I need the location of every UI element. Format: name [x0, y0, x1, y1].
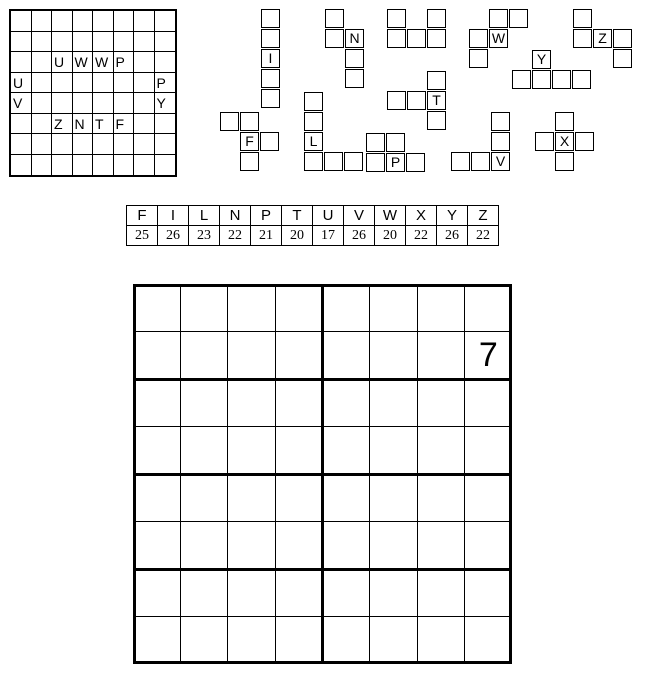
sudoku-cell[interactable]	[133, 617, 180, 665]
sudoku-cell[interactable]	[133, 474, 180, 522]
sudoku-cell[interactable]	[370, 332, 417, 380]
piece-i-cell	[261, 29, 280, 48]
grid-cell	[52, 73, 73, 94]
grid-cell	[32, 155, 53, 176]
sudoku-cell[interactable]	[180, 617, 227, 665]
grid-cell	[52, 11, 73, 32]
sudoku-cell[interactable]	[323, 522, 370, 570]
grid-cell	[134, 11, 155, 32]
table-letter: L	[189, 206, 220, 226]
grid-cell: U	[52, 52, 73, 73]
piece-f-cell	[240, 152, 259, 171]
table-count: 23	[189, 226, 220, 246]
grid-cell	[134, 134, 155, 155]
grid-cell	[73, 93, 94, 114]
sudoku-cell[interactable]	[133, 427, 180, 475]
grid-cell	[32, 32, 53, 53]
grid-cell	[155, 114, 176, 135]
sudoku-cell[interactable]	[228, 569, 275, 617]
piece-t-cell	[427, 71, 446, 90]
grid-cell	[155, 32, 176, 53]
table-letter: P	[251, 206, 282, 226]
piece-t-cell	[407, 91, 426, 110]
grid-cell	[73, 11, 94, 32]
sudoku-cell[interactable]	[417, 474, 464, 522]
grid-cell	[73, 73, 94, 94]
piece-x-cell	[555, 112, 574, 131]
piece-t-cell	[427, 111, 446, 130]
sudoku-cell[interactable]	[228, 427, 275, 475]
piece-n-cell	[325, 9, 344, 28]
sudoku-cell[interactable]: 7	[478, 335, 498, 374]
table-letter: X	[406, 206, 437, 226]
grid-cell	[11, 32, 32, 53]
grid-cell: W	[93, 52, 114, 73]
sudoku-cell[interactable]	[417, 569, 464, 617]
grid-cell: F	[114, 114, 135, 135]
sudoku-cell[interactable]	[323, 284, 370, 332]
grid-cell	[73, 134, 94, 155]
grid-cell	[32, 73, 53, 94]
letter-grid	[9, 9, 177, 177]
piece-u-cell	[387, 29, 406, 48]
grid-cell	[93, 73, 114, 94]
piece-t-cell: T	[427, 91, 446, 110]
piece-y-cell	[572, 70, 591, 89]
table-count: 25	[127, 226, 158, 246]
sudoku-cell[interactable]	[465, 284, 512, 332]
sudoku-cell[interactable]	[275, 617, 322, 665]
piece-z-cell: Z	[593, 29, 612, 48]
piece-u-cell	[407, 29, 426, 48]
sudoku-cell[interactable]	[180, 332, 227, 380]
grid-cell	[93, 134, 114, 155]
sudoku-grid[interactable]	[133, 284, 512, 664]
sudoku-cell[interactable]	[370, 427, 417, 475]
grid-cell: P	[114, 52, 135, 73]
grid-cell: V	[11, 93, 32, 114]
table-count: 26	[437, 226, 468, 246]
grid-cell	[11, 134, 32, 155]
piece-w-cell	[489, 9, 508, 28]
sudoku-cell[interactable]	[133, 569, 180, 617]
grid-cell	[73, 155, 94, 176]
sudoku-cell[interactable]	[323, 332, 370, 380]
grid-cell	[32, 134, 53, 155]
sudoku-cell[interactable]	[465, 522, 512, 570]
piece-w-cell	[469, 49, 488, 68]
grid-cell	[32, 11, 53, 32]
piece-v-cell: V	[491, 152, 510, 171]
sudoku-cell[interactable]	[465, 474, 512, 522]
grid-cell	[114, 93, 135, 114]
grid-cell	[93, 11, 114, 32]
sudoku-cell[interactable]	[133, 332, 180, 380]
sudoku-cell[interactable]	[417, 522, 464, 570]
sudoku-cell[interactable]	[133, 522, 180, 570]
grid-cell	[114, 32, 135, 53]
piece-p-cell	[366, 153, 385, 172]
piece-f-cell	[260, 132, 279, 151]
piece-p-cell: P	[386, 153, 405, 172]
sudoku-cell[interactable]	[323, 427, 370, 475]
sudoku-cell[interactable]	[323, 617, 370, 665]
sudoku-cell[interactable]	[417, 284, 464, 332]
grid-cell	[52, 32, 73, 53]
grid-line	[133, 284, 512, 287]
sudoku-cell[interactable]	[370, 569, 417, 617]
grid-cell	[73, 32, 94, 53]
table-count: 21	[251, 226, 282, 246]
table-letter: Y	[437, 206, 468, 226]
piece-y-cell	[512, 70, 531, 89]
table-letter: T	[282, 206, 313, 226]
sudoku-cell[interactable]	[228, 379, 275, 427]
sudoku-cell[interactable]	[180, 379, 227, 427]
grid-cell	[134, 52, 155, 73]
piece-l-cell: L	[304, 132, 323, 151]
grid-cell	[114, 73, 135, 94]
grid-cell	[155, 11, 176, 32]
piece-l-cell	[344, 152, 363, 171]
sudoku-cell[interactable]	[417, 617, 464, 665]
grid-cell	[93, 93, 114, 114]
piece-v-cell	[451, 152, 470, 171]
piece-z-cell	[573, 29, 592, 48]
grid-cell	[52, 93, 73, 114]
grid-line	[133, 521, 512, 522]
sudoku-cell[interactable]	[180, 569, 227, 617]
sudoku-cell[interactable]	[180, 284, 227, 332]
sudoku-cell[interactable]	[180, 474, 227, 522]
piece-v-cell	[471, 152, 490, 171]
sudoku-cell[interactable]	[275, 427, 322, 475]
grid-cell	[134, 114, 155, 135]
piece-z-cell	[613, 49, 632, 68]
sudoku-cell[interactable]	[465, 427, 512, 475]
grid-line	[133, 661, 512, 664]
grid-cell	[32, 93, 53, 114]
table-count: 22	[406, 226, 437, 246]
grid-cell	[52, 134, 73, 155]
grid-cell	[11, 155, 32, 176]
piece-x-cell: X	[555, 132, 574, 151]
sudoku-cell[interactable]	[417, 379, 464, 427]
grid-line	[133, 331, 512, 332]
piece-n-cell	[345, 49, 364, 68]
sudoku-cell[interactable]	[275, 379, 322, 427]
piece-l-cell	[304, 92, 323, 111]
sudoku-cell[interactable]	[465, 617, 512, 665]
piece-z-cell	[573, 9, 592, 28]
sudoku-cell[interactable]	[417, 427, 464, 475]
grid-cell	[93, 32, 114, 53]
table-count: 20	[282, 226, 313, 246]
grid-cell	[134, 93, 155, 114]
sudoku-cell[interactable]	[370, 284, 417, 332]
piece-w-cell	[469, 29, 488, 48]
table-count: 22	[468, 226, 499, 246]
table-count: 20	[375, 226, 406, 246]
letter-count-table	[126, 205, 499, 246]
sudoku-cell[interactable]	[228, 474, 275, 522]
piece-n-cell	[325, 29, 344, 48]
piece-v-cell	[491, 112, 510, 131]
piece-u-cell	[427, 9, 446, 28]
piece-l-cell	[304, 112, 323, 131]
table-count: 26	[344, 226, 375, 246]
piece-x-cell	[555, 152, 574, 171]
piece-y-cell	[532, 70, 551, 89]
piece-u-cell	[387, 9, 406, 28]
sudoku-cell[interactable]	[323, 474, 370, 522]
grid-cell	[11, 52, 32, 73]
grid-cell	[134, 155, 155, 176]
piece-n-cell	[345, 69, 364, 88]
piece-l-cell	[304, 152, 323, 171]
piece-x-cell	[575, 132, 594, 151]
grid-cell	[155, 155, 176, 176]
piece-w-cell: W	[489, 29, 508, 48]
grid-cell	[114, 155, 135, 176]
grid-cell: Y	[155, 93, 176, 114]
piece-l-cell	[324, 152, 343, 171]
table-letter: I	[158, 206, 189, 226]
sudoku-cell[interactable]	[323, 569, 370, 617]
grid-cell	[52, 155, 73, 176]
sudoku-cell[interactable]	[370, 474, 417, 522]
piece-v-cell	[491, 132, 510, 151]
grid-cell	[134, 73, 155, 94]
table-count: 17	[313, 226, 344, 246]
piece-i-cell: I	[261, 49, 280, 68]
sudoku-cell[interactable]	[133, 284, 180, 332]
piece-p-cell	[406, 153, 425, 172]
grid-cell	[93, 155, 114, 176]
piece-p-cell	[386, 133, 405, 152]
piece-z-cell	[613, 29, 632, 48]
piece-t-cell	[387, 91, 406, 110]
piece-y-cell: Y	[532, 50, 551, 69]
sudoku-cell[interactable]	[133, 379, 180, 427]
piece-f-cell	[240, 112, 259, 131]
sudoku-cell[interactable]	[180, 522, 227, 570]
sudoku-cell[interactable]	[465, 379, 512, 427]
grid-cell	[155, 134, 176, 155]
grid-cell	[32, 114, 53, 135]
sudoku-cell[interactable]	[323, 379, 370, 427]
grid-cell	[11, 11, 32, 32]
grid-cell	[134, 32, 155, 53]
grid-line	[133, 426, 512, 427]
sudoku-cell[interactable]	[275, 284, 322, 332]
piece-f-cell	[220, 112, 239, 131]
sudoku-cell[interactable]	[228, 522, 275, 570]
table-count: 22	[220, 226, 251, 246]
grid-cell	[32, 52, 53, 73]
grid-cell	[155, 52, 176, 73]
grid-line	[133, 568, 512, 571]
sudoku-cell[interactable]	[228, 617, 275, 665]
grid-cell: N	[73, 114, 94, 135]
piece-p-cell	[366, 133, 385, 152]
piece-w-cell	[509, 9, 528, 28]
grid-line	[133, 473, 512, 476]
piece-f-cell: F	[240, 132, 259, 151]
sudoku-cell[interactable]	[180, 427, 227, 475]
sudoku-cell[interactable]	[370, 617, 417, 665]
sudoku-cell[interactable]	[275, 332, 322, 380]
piece-i-cell	[261, 69, 280, 88]
piece-n-cell: N	[345, 29, 364, 48]
table-letter: V	[344, 206, 375, 226]
grid-cell: T	[93, 114, 114, 135]
grid-cell	[114, 11, 135, 32]
grid-line	[133, 616, 512, 617]
sudoku-cell[interactable]	[370, 379, 417, 427]
table-header-row	[127, 206, 499, 226]
grid-cell: P	[155, 73, 176, 94]
sudoku-cell[interactable]	[228, 284, 275, 332]
sudoku-cell[interactable]	[370, 522, 417, 570]
grid-cell: W	[73, 52, 94, 73]
sudoku-cell[interactable]	[275, 474, 322, 522]
piece-x-cell	[535, 132, 554, 151]
sudoku-cell[interactable]	[417, 332, 464, 380]
grid-cell: U	[11, 73, 32, 94]
table-letter: F	[127, 206, 158, 226]
piece-u-cell	[427, 29, 446, 48]
sudoku-cell[interactable]	[465, 569, 512, 617]
sudoku-cell[interactable]	[275, 522, 322, 570]
grid-cell	[114, 134, 135, 155]
table-count: 26	[158, 226, 189, 246]
table-letter: N	[220, 206, 251, 226]
grid-cell	[11, 114, 32, 135]
grid-cell: Z	[52, 114, 73, 135]
piece-i-cell	[261, 9, 280, 28]
table-value-row	[127, 226, 499, 246]
piece-i-cell	[261, 89, 280, 108]
table-letter: U	[313, 206, 344, 226]
piece-y-cell	[552, 70, 571, 89]
table-letter: Z	[468, 206, 499, 226]
sudoku-cell[interactable]	[275, 569, 322, 617]
sudoku-cell[interactable]	[228, 332, 275, 380]
grid-line	[133, 378, 512, 381]
table-letter: W	[375, 206, 406, 226]
